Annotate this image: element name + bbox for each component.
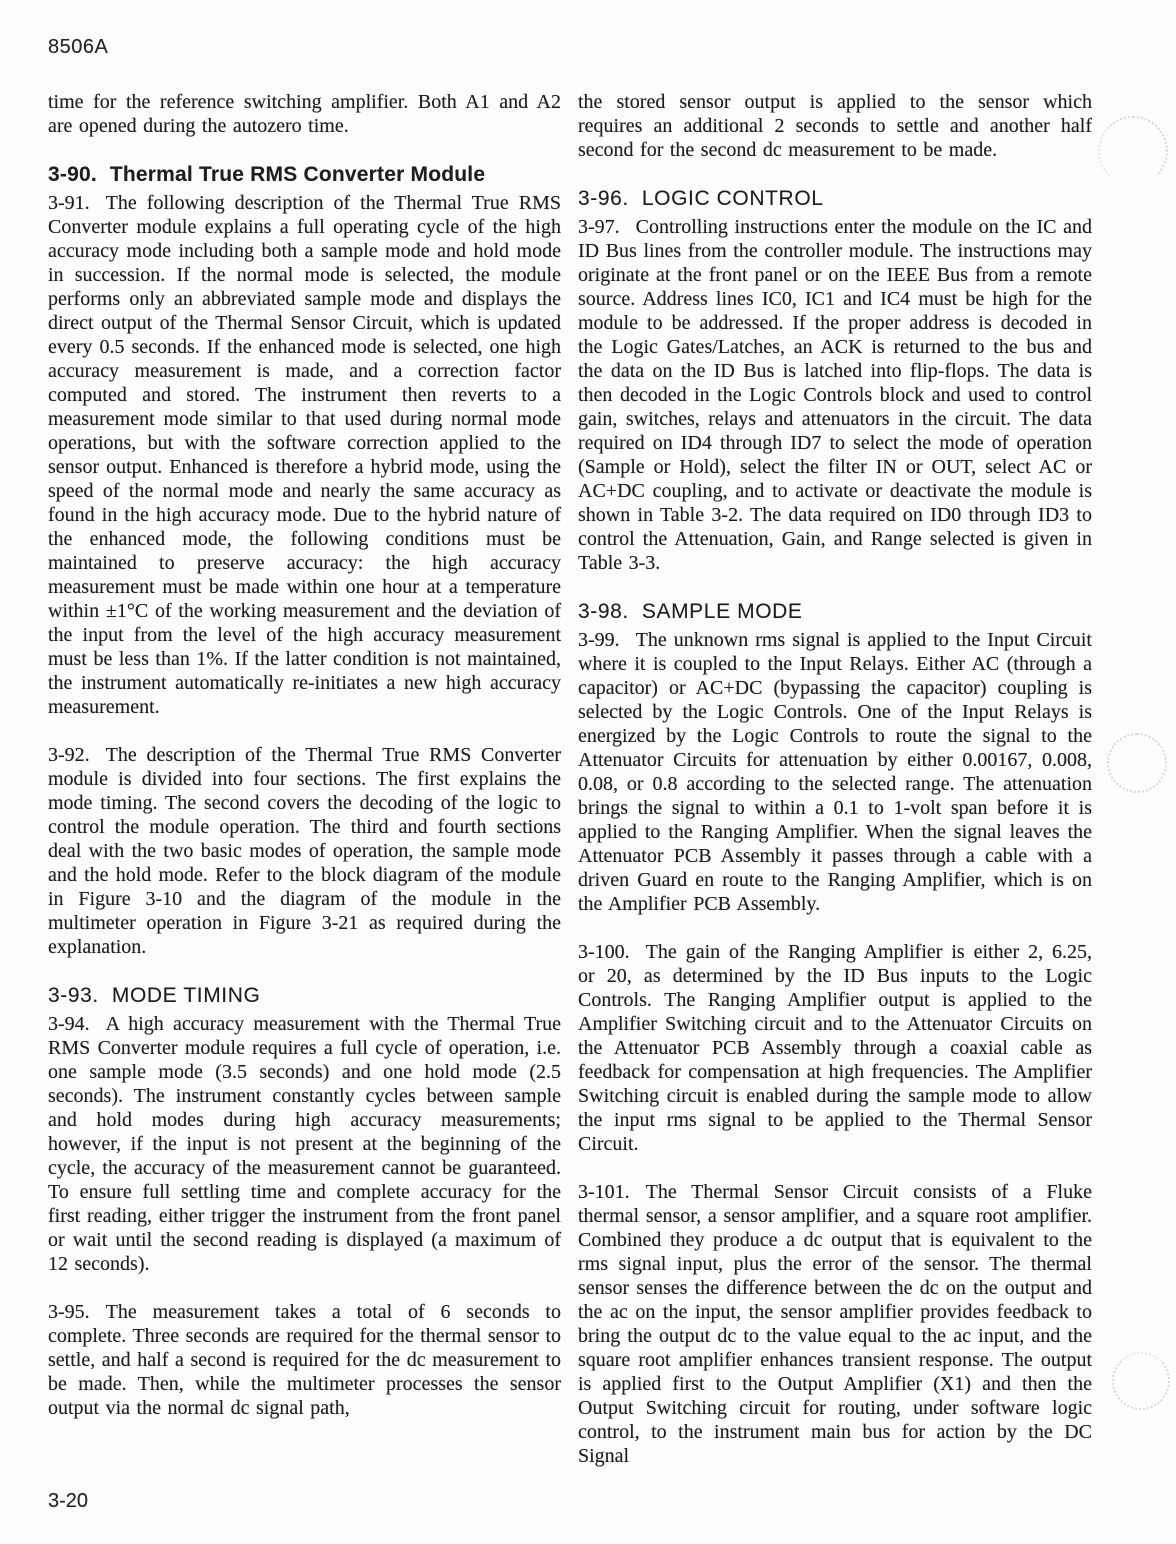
heading-3-96 [578, 186, 1092, 212]
paragraph-number: 3-97. [578, 216, 620, 238]
section-title: LOGIC CONTROL [641, 187, 824, 210]
page-number: 3-20 [48, 1490, 89, 1512]
paragraph-number: 3-92. [48, 744, 90, 766]
paragraph-3-99 [578, 628, 1092, 916]
section-title: MODE TIMING [111, 984, 261, 1007]
paragraph-number: 3-100. [578, 941, 630, 963]
paragraph-text: The gain of the Ranging Amplifier is either 2, 6.25, or 20, as determined by the ID Bus inputs to the Logic Controls. The Ranging Amplifier output is applied to the Amplifier Switching circuit and to the Attenuator Circuits on the Attenuator PCB Assembly through a coaxial cable as feedback for compensation at high frequencies. The Amplifier Switching circuit is enabled during the sample mode to allow the input rms signal to be applied to the Thermal Sensor Circuit. [578, 941, 1092, 1155]
paragraph-3-94 [48, 1012, 561, 1276]
paragraph-3-95 [48, 1300, 561, 1420]
paragraph-text: Controlling instructions enter the module on the IC and ID Bus lines from the controller module. The instructions may originate at the front panel or on the IEEE Bus from a remote source. Address lines IC0, IC1 and IC4 must be high for the module to be addressed. If the proper address is decoded in the Logic Gates/Latches, an ACK is returned to the bus and the data on the ID Bus is latched into flip-flops. The data is then decoded in the Logic Controls block and used to control gain, switches, relays and attenuators in the circuit. The data required on ID4 through ID7 to select the mode of operation (Sample or Hold), select the filter IN or OUT, select AC or AC+DC coupling, and to activate or deactivate the module is shown in Table 3-2. The data required on ID0 through ID3 to control the Attenuation, Gain, and Range selected is given in Table 3-3. [578, 216, 1092, 574]
page-header-model-number: 8506A [48, 36, 109, 58]
paragraph-3-92 [48, 743, 561, 959]
heading-3-93 [48, 983, 561, 1009]
paragraph-number: 3-101. [578, 1181, 630, 1203]
paragraph-continuation-right [578, 90, 1092, 162]
paragraph-text: The measurement takes a total of 6 seconds to complete. Three seconds are required for the thermal sensor to settle, and half a second is required for the dc measurement to be made. Then, while the multimeter processes the sensor output via the normal dc signal path, [48, 1301, 561, 1419]
paragraph-continuation-left [48, 90, 561, 138]
paragraph-3-91 [48, 191, 561, 719]
punch-hole-artifact [1098, 116, 1168, 186]
section-number: 3-90. [48, 163, 97, 186]
paragraph-3-100 [578, 940, 1092, 1156]
paragraph-text: The Thermal Sensor Circuit consists of a Fluke thermal sensor, a sensor amplifier, and a square root amplifier. Combined they produce a dc output that is equivalent to the rms signal input, plus the error of the sensor. The thermal sensor senses the difference between the dc on the output and the ac on the input, the sensor amplifier provides feedback to bring the output dc to the value equal to the ac input, and the square root amplifier enhances transient response. The output is applied first to the Output Amplifier (X1) and then the Output Switching circuit for routing, under software logic control, to the instrument main bus for action by the DC Signal [578, 1181, 1092, 1467]
left-column [48, 90, 561, 1468]
heading-3-98 [578, 599, 1092, 625]
paragraph-text: The unknown rms signal is applied to the Input Circuit where it is coupled to the Input Relays. Either AC (through a capacitor) or AC+DC (bypassing the capacitor) coupling is selected by the Logic Controls. One of the Input Relays is energized by the Logic Controls to route the signal to the Attenuator Circuits for attenuation by either 0.00167, 0.008, 0.08, or 0.8 according to the selected range. The attenuation brings the signal to within a 0.1 to 1-volt span before it is applied to the Ranging Amplifier. When the signal leaves the Attenuator PCB Assembly it passes through a cable with a driven Guard en route to the Ranging Amplifier, which is on the Amplifier PCB Assembly. [578, 629, 1092, 915]
paragraph-number: 3-95. [48, 1301, 90, 1323]
section-title: Thermal True RMS Converter Module [109, 163, 486, 186]
punch-hole-artifact [1107, 733, 1167, 793]
paragraph-number: 3-91. [48, 192, 90, 214]
paragraph-3-97 [578, 215, 1092, 575]
paragraph-text: The following description of the Thermal True RMS Converter module explains a full operating cycle of the high accuracy mode including both a sample mode and hold mode in succession. If the normal mode is selected, the module performs only an abbreviated sample mode and displays the direct output of the Thermal Sensor Circuit, which is updated every 0.5 seconds. If the enhanced mode is selected, one high accuracy measurement is made, and a correction factor computed and stored. The instrument then reverts to a measurement mode similar to that used during normal mode operations, but with the software correction applied to the sensor output. Enhanced is therefore a hybrid mode, using the speed of the normal mode and nearly the same accuracy as found in the high accuracy mode. Due to the hybrid nature of the enhanced mode, the following conditions must be maintained to preserve accuracy: the high accuracy measurement must be made within one hour at a temperature within ±1°C of the working measurement and the deviation of the input from the level of the high accuracy measurement must be less than 1%. If the latter condition is not maintained, the instrument automatically re-initiates a new high accuracy measurement. [48, 192, 561, 718]
paragraph-text: The description of the Thermal True RMS Converter module is divided into four sections. The first explains the mode timing. The second covers the decoding of the logic to control the module operation. The third and fourth sections deal with the two basic modes of operation, the sample mode and the hold mode. Refer to the block diagram of the module in Figure 3-10 and the diagram of the module in the multimeter operation in Figure 3-21 as required during the explanation. [48, 744, 561, 958]
section-title: SAMPLE MODE [641, 600, 803, 623]
section-number: 3-98. [578, 600, 629, 623]
paragraph-text: A high accuracy measurement with the Thermal True RMS Converter module requires a full cycle of operation, i.e. one sample mode (3.5 seconds) and one hold mode (2.5 seconds). The instrument constantly cycles between sample and hold modes during high accuracy measurements; however, if the input is not present at the beginning of the cycle, the accuracy of the measurement cannot be guaranteed. To ensure full settling time and complete accuracy for the first reading, either trigger the instrument from the front panel or wait until the second reading is displayed (a maximum of 12 seconds). [48, 1013, 561, 1275]
paragraph-number: 3-94. [48, 1013, 90, 1035]
heading-3-90 [48, 162, 561, 188]
paragraph-text: the stored sensor output is applied to the sensor which requires an additional 2 seconds to settle and another half second for the second dc measurement to be made. [578, 91, 1092, 161]
right-column [578, 90, 1092, 1468]
section-number: 3-96. [578, 187, 629, 210]
section-number: 3-93. [48, 984, 99, 1007]
paragraph-3-101 [578, 1180, 1092, 1468]
two-column-text-layout [48, 90, 1092, 1468]
paragraph-text: time for the reference switching amplifier. Both A1 and A2 are opened during the autozero time. [48, 91, 561, 137]
punch-hole-artifact [1112, 1352, 1170, 1410]
paragraph-number: 3-99. [578, 629, 620, 651]
